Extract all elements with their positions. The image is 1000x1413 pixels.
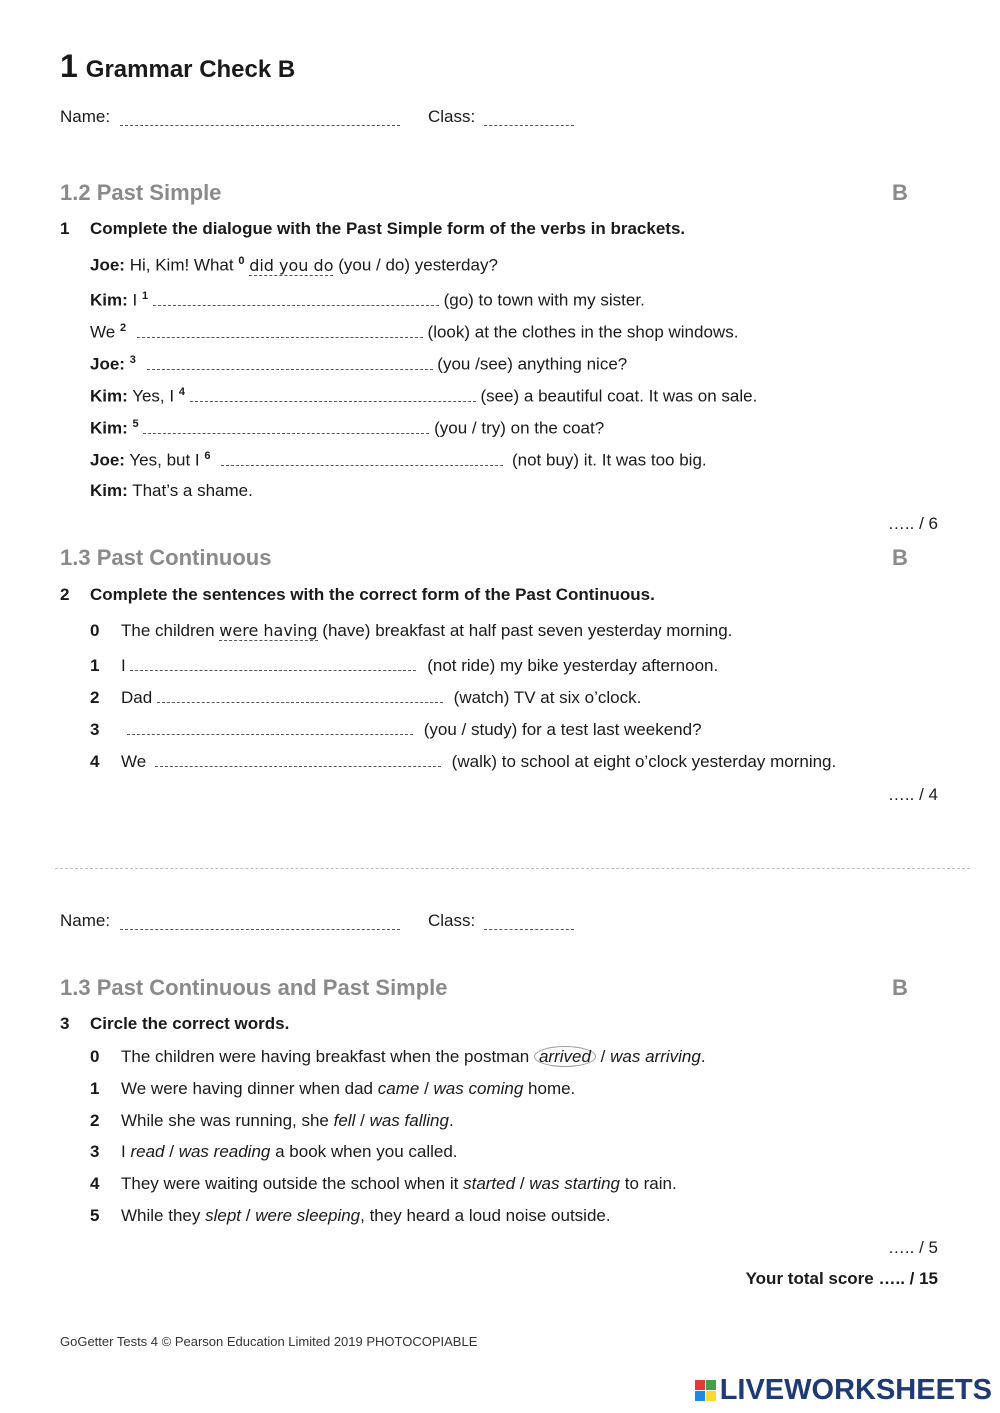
text: (you / study) for a test last weekend? [423,720,702,739]
answer-field-4[interactable] [190,387,476,402]
item-number: 0 [90,621,100,640]
answer-field-1[interactable] [153,291,439,306]
logo-grid-icon [695,1380,716,1401]
dialogue-line-3 [90,354,627,375]
option-1[interactable]: read [130,1142,165,1161]
answer-field-2[interactable] [137,323,423,338]
instruction-3 [60,1014,289,1034]
section-title-past-simple: 1.2 Past Simple [60,180,222,205]
text: Dad [121,688,153,707]
dialogue-line-5 [90,418,604,439]
text: Hi, Kim! What [129,255,234,275]
item-number: 1 [90,656,100,675]
section-title-past-continuous-and-simple: 1.3 Past Continuous and Past Simple [60,975,448,1000]
answer-field-2-3[interactable] [127,720,413,735]
copyright-footer: GoGetter Tests 4 © Pearson Education Limited 2019 PHOTOCOPIABLE [60,1334,478,1349]
text: . [700,1047,706,1066]
class-field-2[interactable] [484,915,574,930]
option-1[interactable]: slept [205,1206,242,1225]
item-number: 3 [90,720,100,739]
text: (go) to town with my sister. [443,290,645,310]
separator: / [169,1142,174,1161]
option: was arriving [610,1047,701,1066]
text: (you /see) anything nice? [437,354,628,374]
section-badge: B [892,975,908,1000]
unit-number: 1 [60,48,78,84]
separator: / [519,1174,525,1193]
instruction-text: Complete the sentences with the correct form of the Past Continuous. [90,585,655,604]
instruction-number: 3 [60,1014,70,1033]
text: a book when you called. [275,1142,458,1161]
text: to rain. [624,1174,677,1193]
instruction-number: 2 [60,585,70,604]
text: The children were having breakfast when the postman [121,1047,530,1066]
exercise-2-example [90,621,732,641]
logo-square [695,1380,705,1390]
text: home. [528,1079,576,1098]
text: (not buy) it. It was too big. [511,450,707,470]
class-field[interactable] [484,111,574,126]
item-number: 2 [90,688,100,707]
option-2[interactable]: were sleeping [255,1206,361,1225]
text: (not ride) my bike yesterday afternoon. [427,656,719,675]
instruction-text: Circle the correct words. [90,1014,290,1033]
gap-number: 5 [132,418,139,430]
option-2[interactable]: was coming [433,1079,524,1098]
answer-field-3[interactable] [147,355,433,370]
gap-number: 2 [119,322,127,334]
cut-line-divider [55,868,970,869]
answer-field-2-2[interactable] [157,688,443,703]
option-circled: arrived [534,1046,596,1067]
exercise-3-item-4 [90,1174,677,1194]
logo-square [706,1391,716,1401]
item-number: 4 [90,752,100,771]
title-text: Grammar Check B [85,56,296,83]
exercise-2-item-2 [90,688,641,708]
gap-number: 4 [178,386,185,398]
text: We [121,752,147,771]
option-2[interactable]: was falling [369,1111,449,1130]
text: We were having dinner when dad [121,1079,374,1098]
dialogue-line-2 [90,322,738,343]
gap-number: 6 [204,450,211,462]
dialogue-line-1 [90,290,645,311]
text: (watch) TV at six o’clock. [453,688,642,707]
text: Yes, I [132,386,175,406]
separator: / [245,1206,251,1225]
section-title-past-continuous: 1.3 Past Continuous [60,545,272,570]
answer-field-6[interactable] [221,451,503,466]
dialogue-line-6 [90,450,707,471]
section-score: ….. / 4 [887,785,938,804]
instruction-1 [60,219,685,239]
exercise-3-item-3 [90,1142,458,1162]
gap-number: 1 [141,290,149,302]
text: I [132,290,138,310]
text: That’s a shame. [132,481,253,500]
logo-square [695,1391,705,1401]
item-number: 1 [90,1079,100,1098]
speaker: Kim: [90,418,128,438]
text: (you / do) yesterday? [338,255,498,275]
speaker: Kim: [90,481,128,500]
item-number: 2 [90,1111,100,1130]
answer-field-5[interactable] [143,419,429,434]
example-answer: did you do [249,255,334,275]
exercise-2-item-3 [90,720,702,740]
exercise-3-item-5 [90,1206,611,1226]
exercise-3-item-2 [90,1111,454,1131]
option-1[interactable]: came [377,1079,420,1098]
speaker: Joe: [90,450,125,470]
example-answer: were having [219,621,318,640]
answer-field-2-1[interactable] [130,656,416,671]
option-2[interactable]: was starting [529,1174,620,1193]
gap-number: 0 [238,255,245,267]
speaker: Joe: [90,354,125,374]
text: Yes, but I [129,450,200,470]
name-label: Name: [60,107,111,126]
text: I [121,656,126,675]
text: I [121,1142,126,1161]
name-label: Name: [60,911,111,930]
class-label: Class: [428,107,476,126]
exercise-3-item-1 [90,1079,575,1099]
item-number: 5 [90,1206,100,1225]
dialogue-example [90,255,498,276]
text: While they [121,1206,201,1225]
item-number: 0 [90,1047,100,1066]
speaker: Kim: [90,290,128,310]
separator: / [360,1111,365,1130]
text: . [448,1111,454,1130]
dialogue-line-7 [90,481,253,501]
option-1[interactable]: started [463,1174,516,1193]
section-badge: B [892,545,908,570]
speaker: Kim: [90,386,128,406]
text: They were waiting outside the school when it [121,1174,459,1193]
dialogue-line-4 [90,386,757,407]
logo-text: LIVEWORKSHEETS [719,1374,992,1406]
text: (walk) to school at eight o’clock yesterday morning. [451,752,837,771]
text: , they heard a loud noise outside. [360,1206,611,1225]
exercise-2-item-1 [90,656,718,676]
text: We [90,322,116,342]
total-score: Your total score ….. / 15 [745,1269,938,1288]
exercise-3-example [90,1047,706,1067]
page-title [60,48,295,85]
text: (see) a beautiful coat. It was on sale. [480,386,758,406]
option-1[interactable]: fell [333,1111,356,1130]
item-number: 4 [90,1174,100,1193]
text: (you / try) on the coat? [434,418,605,438]
name-field-2[interactable] [120,915,400,930]
section-badge: B [892,180,908,205]
speaker: Joe: [90,255,125,275]
name-field[interactable] [120,111,400,126]
section-score: ….. / 5 [887,1238,938,1257]
item-number: 3 [90,1142,100,1161]
option-2[interactable]: was reading [178,1142,271,1161]
text: (look) at the clothes in the shop windows. [427,322,739,342]
text: The children [121,621,215,640]
instruction-text: Complete the dialogue with the Past Simple form of the verbs in brackets. [90,219,686,238]
separator: / [424,1079,429,1098]
answer-field-2-4[interactable] [155,752,441,767]
instruction-2 [60,585,655,605]
logo-square [706,1380,716,1390]
section-score: ….. / 6 [887,514,938,533]
instruction-number: 1 [60,219,70,238]
exercise-2-item-4 [90,752,836,772]
separator: / [600,1047,606,1066]
liveworksheets-logo [695,1374,992,1407]
gap-number: 3 [129,354,136,366]
text: While she was running, she [121,1111,329,1130]
text: (have) breakfast at half past seven yesterday morning. [322,621,733,640]
class-label: Class: [428,911,476,930]
